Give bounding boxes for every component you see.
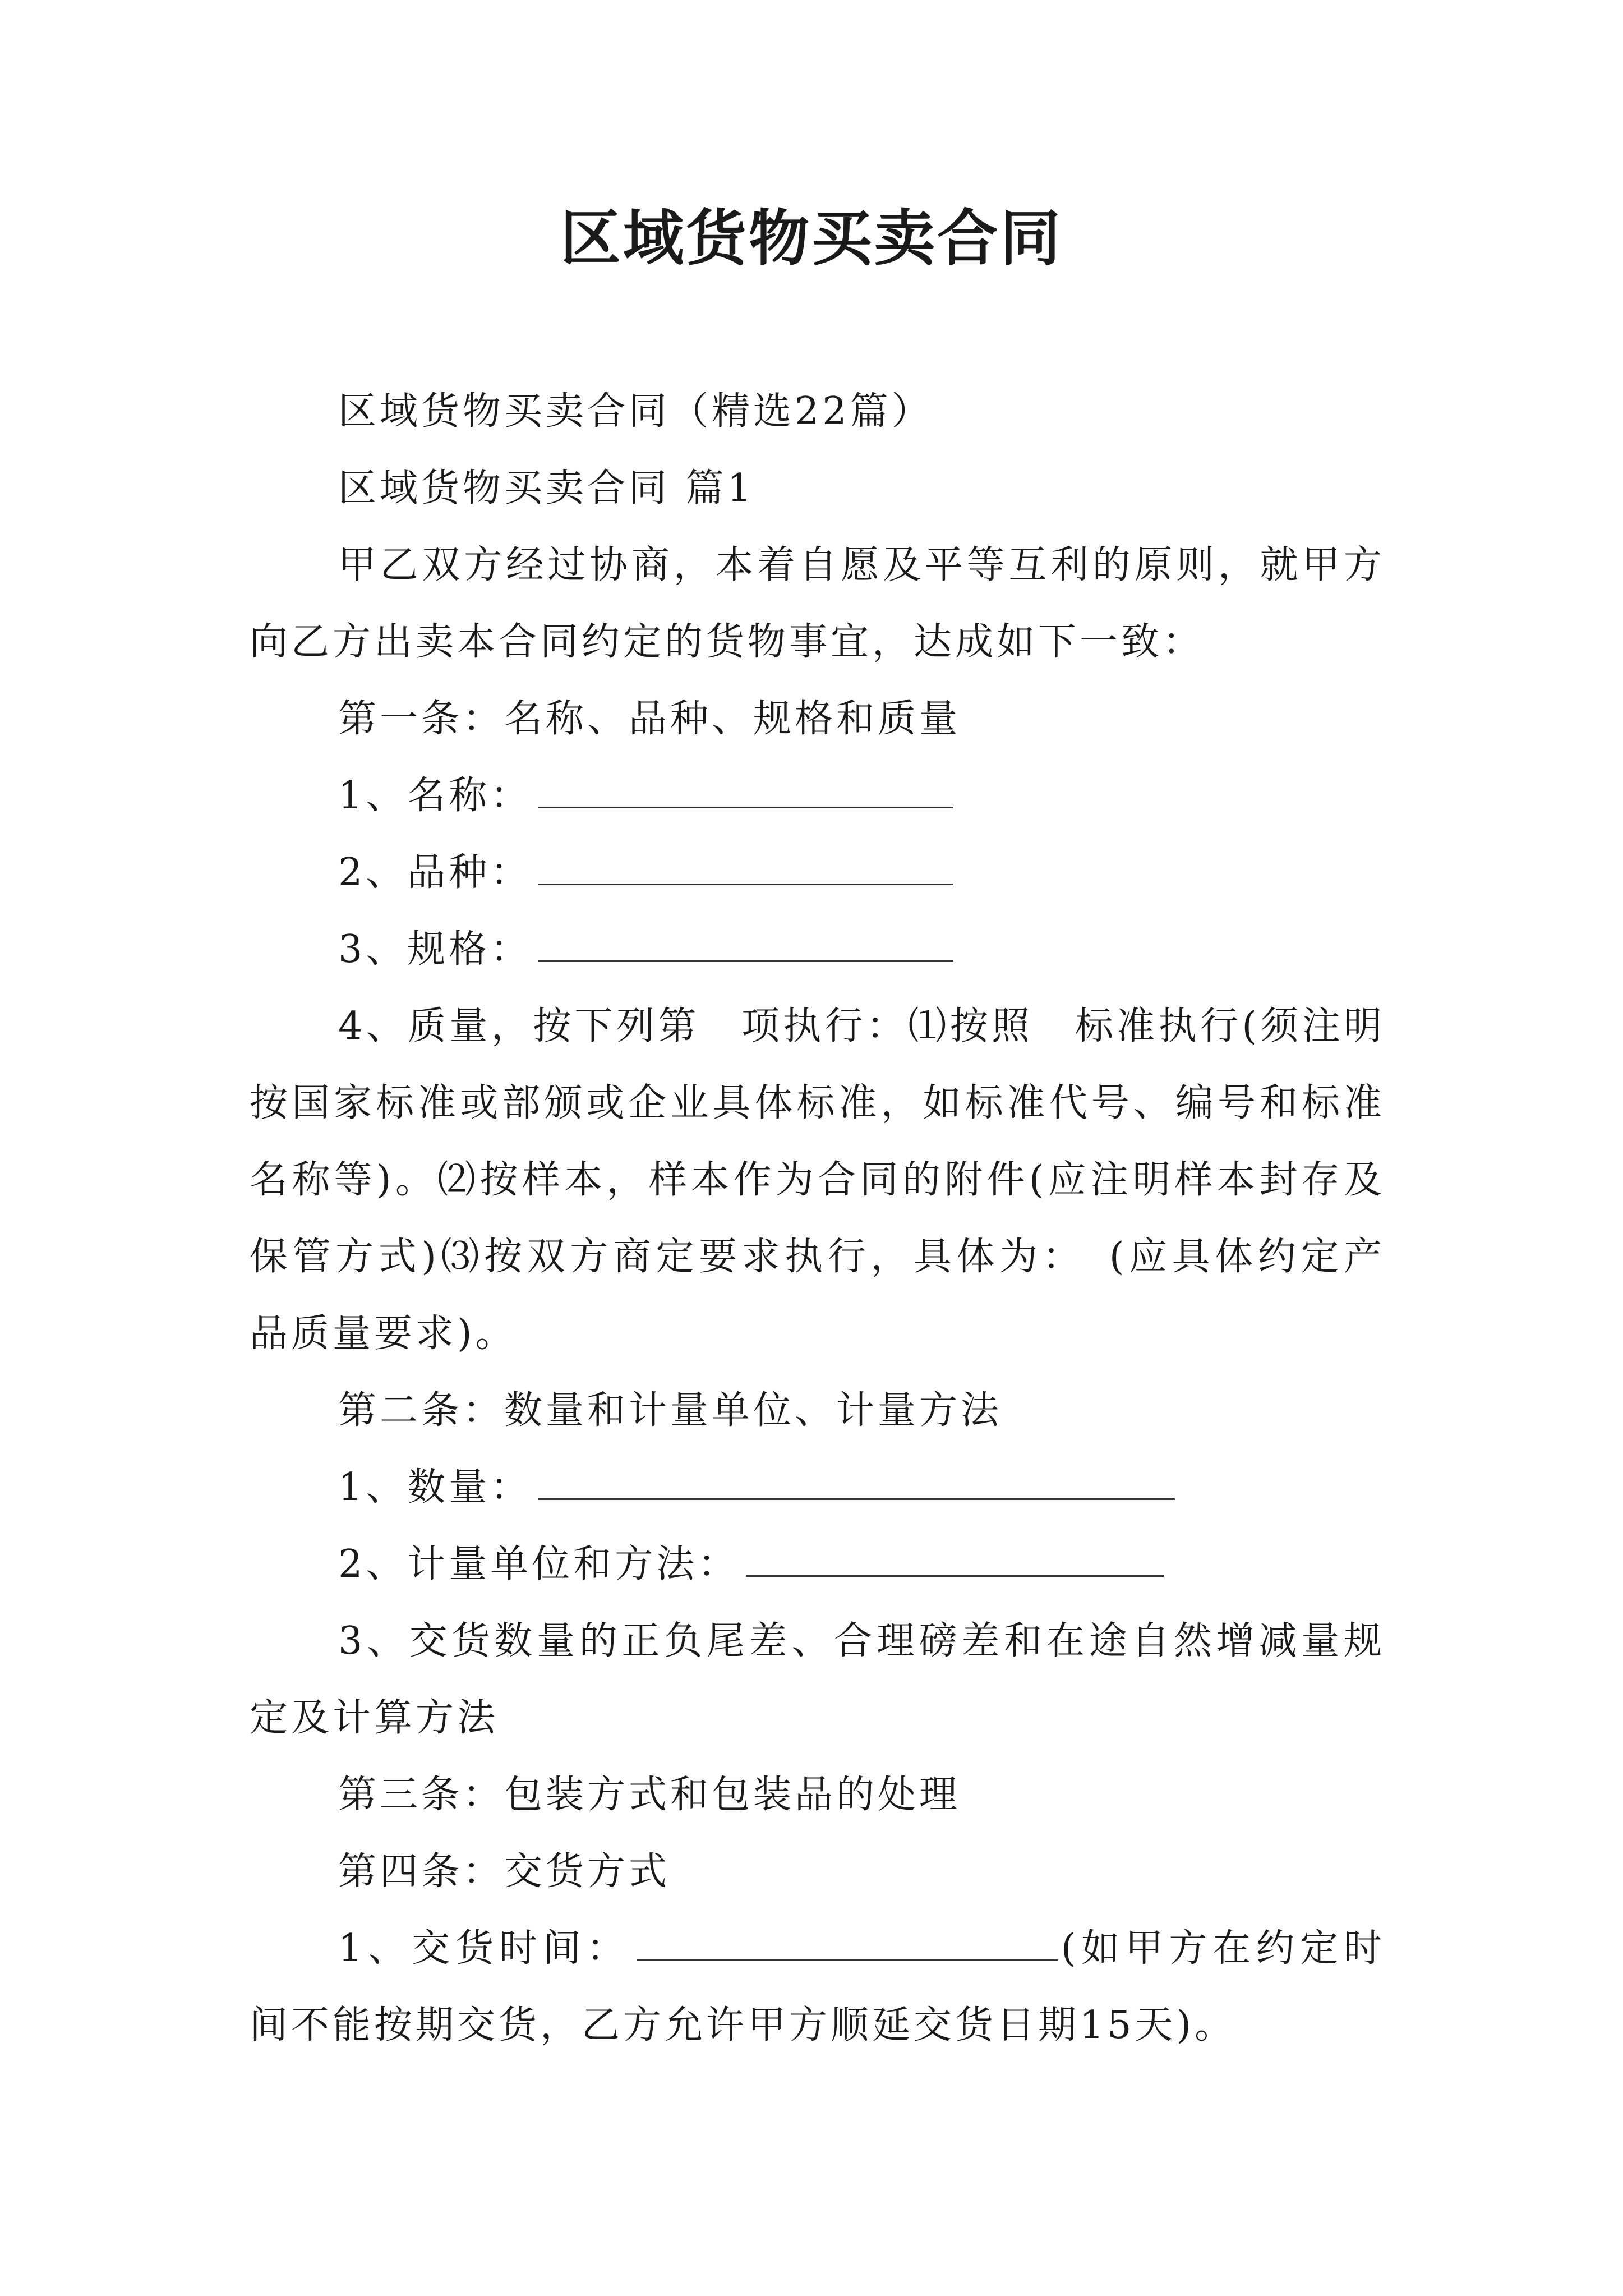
spec-blank-field[interactable]: [538, 926, 953, 962]
tolerance-clause: 3、交货数量的正负尾差、合理磅差和在途自然增减量规定及计算方法: [250, 1619, 1385, 1740]
quality-clause: 4、质量，按下列第 项执行：⑴按照 标准执行(须注明按国家标准或部颁或企业具体标准，如标准代号、编号和标准名称等)。⑵按样本，样本作为合同的附件(应注明样本封存及保管方式)⑶按双方商定要求执行，具体为： (应具体约定产品质量要求)。: [250, 1004, 1385, 1356]
article-4-heading: 第四条：交货方式: [338, 1849, 671, 1894]
paragraph-section-heading: 区域货物买卖合同 篇1: [338, 466, 755, 510]
document-title: 区域货物买卖合同: [560, 203, 1063, 274]
item-unit-label: 2、计量单位和方法：: [338, 1542, 740, 1586]
article-3-heading: 第三条：包装方式和包装品的处理: [338, 1773, 961, 1817]
delivery-time-label: 1、交货时间：: [338, 1926, 630, 1971]
item-quantity-label: 1、数量：: [338, 1465, 532, 1510]
variety-blank-field[interactable]: [538, 849, 953, 885]
item-name-line: [250, 757, 1385, 834]
item-quantity-line: [250, 1449, 1385, 1526]
delivery-time-note: (如甲方在约定时间不能按期交货，乙方允许甲方顺延交货日期15天)。: [250, 1926, 1386, 2047]
item-spec-label: 3、规格：: [338, 927, 532, 972]
quantity-blank-field[interactable]: [538, 1464, 1175, 1500]
article-2-heading: 第二条：数量和计量单位、计量方法: [338, 1388, 1003, 1433]
item-variety-label: 2、品种：: [338, 850, 532, 895]
name-blank-field[interactable]: [538, 772, 953, 808]
article-1-heading: 第一条：名称、品种、规格和质量: [338, 697, 961, 741]
item-name-label: 1、名称：: [338, 774, 532, 818]
paragraph-collection-title: 区域货物买卖合同（精选22篇）: [338, 389, 933, 434]
document-body: [250, 373, 1385, 2064]
item-variety-line: [250, 834, 1385, 911]
paragraph-preamble: 甲乙双方经过协商，本着自愿及平等互利的原则，就甲方向乙方出卖本合同约定的货物事宜，达成如下一致：: [250, 543, 1385, 664]
item-spec-line: [250, 911, 1385, 988]
delivery-time-line: [250, 1910, 1385, 2064]
delivery-time-blank-field[interactable]: [637, 1925, 1058, 1961]
unit-blank-field[interactable]: [746, 1540, 1164, 1577]
item-unit-line: [250, 1526, 1385, 1603]
